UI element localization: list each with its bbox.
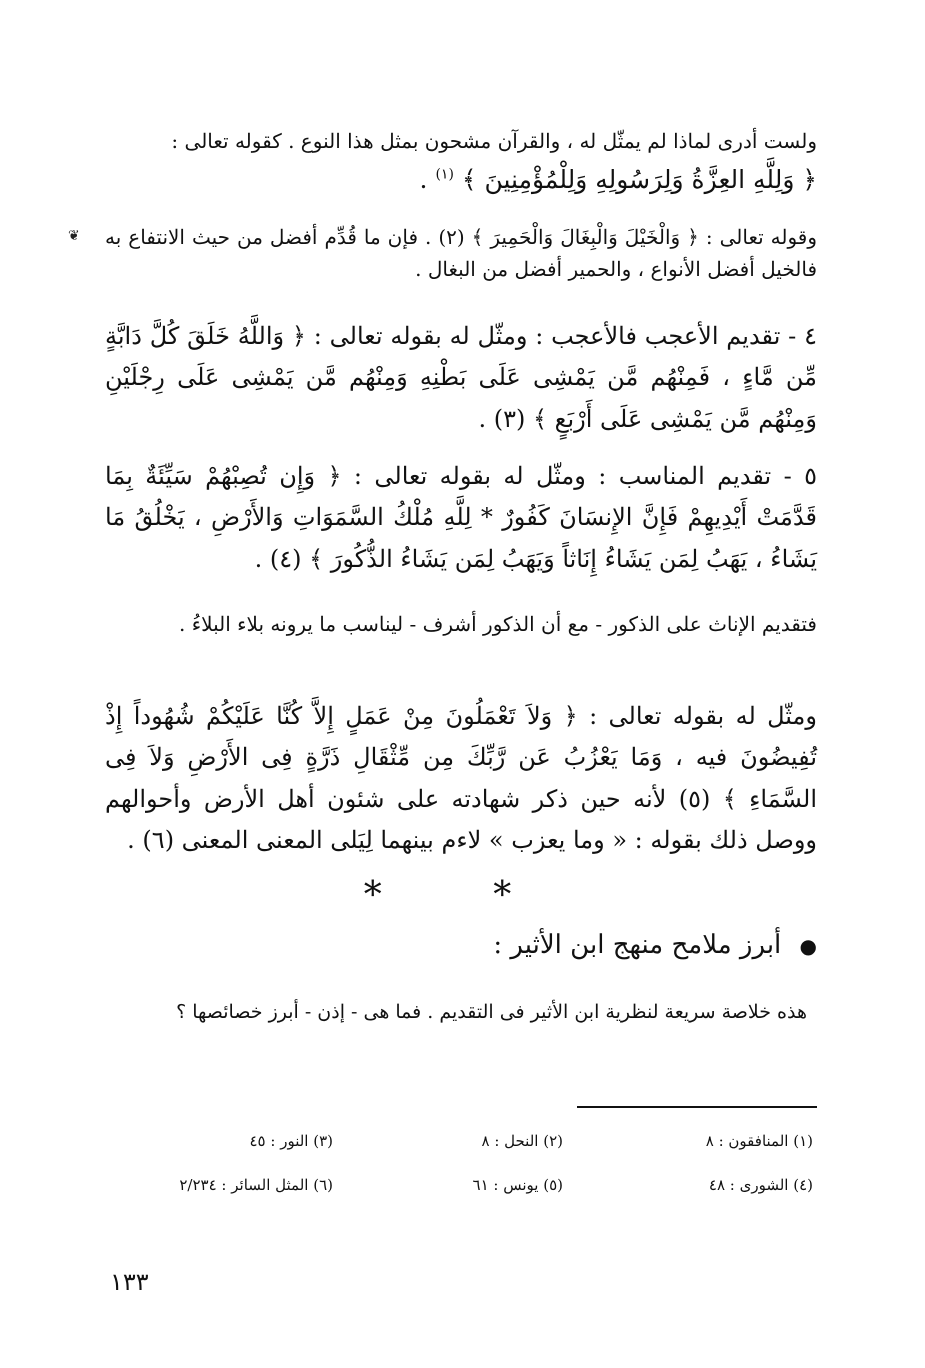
paragraph-3-text: ٤ - تقديم الأعجب فالأعجب : ومثّل له بقوله تعالى : ﴿ وَاللَّهُ خَلَقَ كُلَّ دَابَّةٍ مِّن مَّاءٍ ، فَمِنْهُم مَّن يَمْشِى عَلَى بَطْنِهِ وَمِنْهُم مَّن يَمْشِى عَلَى رِجْلَيْنِ وَمِنْهُم مَّن يَمْشِى عَلَى أَرْبَعٍ ﴾ (٣) . (105, 322, 817, 433)
section-heading-text: أبرز ملامح منهج ابن الأثير : (493, 930, 782, 960)
quran-quote: ﴿ وَلِلَّهِ العِزَّةُ وَلِرَسُولِهِ وَلِلْمُؤْمِنِينَ ﴾ (461, 165, 817, 194)
summary-paragraph (107, 984, 807, 1040)
bullet-icon: ● (799, 934, 817, 958)
footnote-5: (٥) يونس : ٦١ (472, 1176, 563, 1194)
footnote-ref: (١) (435, 166, 454, 183)
section-heading (493, 930, 817, 960)
paragraph-6-text: ومثّل له بقوله تعالى : ﴿ وَلاَ تَعْمَلُونَ مِنْ عَمَلٍ إِلاَّ كُنَّا عَلَيْكُمْ شُهُوداً إِذْ تُفِيضُونَ فيه ، وَمَا يَعْزُبُ عَن رَّبِّكَ مِن مِّثْقَالِ ذَرَّةٍ فِى الأَرْضِ وَلاَ فِى السَّمَاءِ ﴾ (٥) لأنه حين ذكر شهادته على شئون أهل الأرض وأحوالهم ووصل ذلك بقوله : « وما يعزب » لاءم بينهما لِيَلى المعنى المعنى (٦) . (105, 702, 818, 854)
paragraph-2 (105, 222, 817, 285)
section-separator: * * (363, 875, 562, 916)
footnote-3: (٣) النور : ٤٥ (249, 1132, 333, 1150)
paragraph-1 (105, 126, 817, 158)
page-number: ١٣٣ (110, 1268, 149, 1296)
paragraph-5-text: فتقديم الإناث على الذكور - مع أن الذكور أشرف - ليناسب ما يرونه بلاء البلاءُ . (179, 612, 817, 636)
paragraph-1-text: ولست أدرى لماذا لم يمثّل له ، والقرآن مشحون بمثل هذا النوع . كقوله تعالى : (171, 129, 817, 153)
footnote-2: (٢) النحل : ٨ (481, 1132, 563, 1150)
summary-text: هذه خلاصة سريعة لنظرية ابن الأثير فى التقديم . فما هى - إذن - أبرز خصائصها ؟ (176, 1001, 807, 1023)
footnotes-row-1 (113, 1132, 813, 1150)
paragraph-6 (105, 696, 817, 861)
paragraph-1-quote-line: ﴿ وَلِلَّهِ العِزَّةُ وَلِرَسُولِهِ وَلِلْمُؤْمِنِينَ ﴾ $^{(١)}$ . (419, 165, 817, 194)
paragraph-4 (105, 456, 817, 580)
paragraph-3 (105, 316, 817, 440)
paragraph-4-text: ٥ - تقديم المناسب : ومثّل له بقوله تعالى : ﴿ وَإِن تُصِبْهُمْ سَيِّئَةٌ بِمَا قَدَّمَتْ أَيْدِيهِمْ فَإِنَّ الإِنسَانَ كَفُورٌ * لِلَّهِ مُلْكُ السَّمَوَاتِ وَالأَرْضِ ، يَخْلُقُ مَا يَشَاءُ ، يَهَبُ لِمَن يَشَاءُ إِنَاثاً وَيَهَبُ لِمَن يَشَاءُ الذُّكُورَ ﴾ (٤) . (105, 462, 817, 573)
footnote-4: (٤) الشورى : ٤٨ (708, 1176, 813, 1194)
footnotes-row-2 (113, 1176, 813, 1194)
margin-mark: ❦ (68, 228, 80, 244)
paragraph-2-text: وقوله تعالى : ﴿ وَالْخَيْلَ وَالْبِغَالَ وَالْحَمِيرَ ﴾ (٢) . فإن ما قُدِّم أفضل من حيث الانتفاع به فالخيل أفضل الأنواع ، والحمير أفضل من البغال . (105, 225, 818, 281)
footnote-6: (٦) المثل السائر : ٢/٢٣٤ (179, 1176, 333, 1194)
paragraph-5 (105, 602, 817, 646)
footnote-1: (١) المنافقون : ٨ (705, 1132, 813, 1150)
footnote-divider (577, 1106, 817, 1108)
